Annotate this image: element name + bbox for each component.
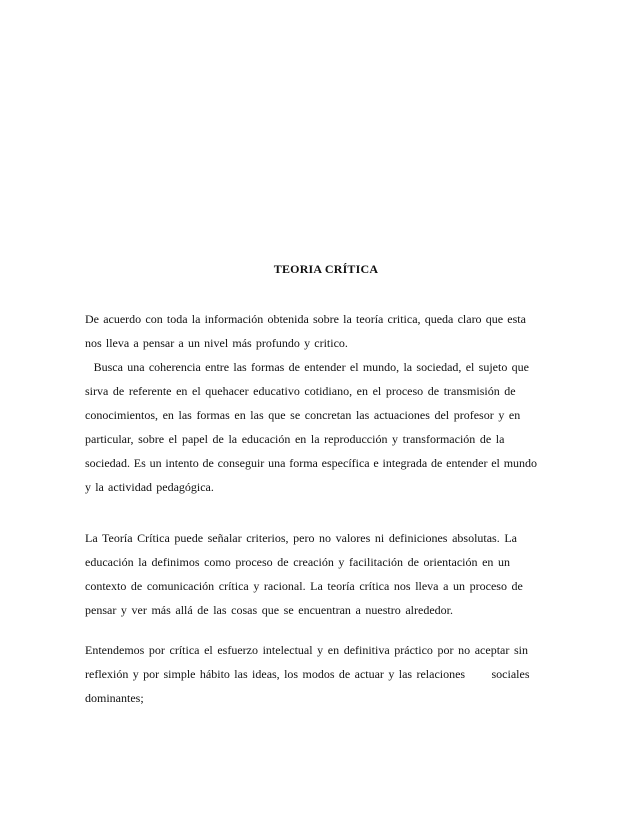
- paragraph-3-line-3: contexto de comunicación crítica y racional. La teoría crítica nos lleva a un proceso de: [85, 579, 523, 593]
- paragraph-3-line-4: pensar y ver más allá de las cosas que se encuentran a nuestro alrededor.: [85, 603, 453, 617]
- paragraph-2-line-2: sirva de referente en el quehacer educativo cotidiano, en el proceso de transmisión de: [85, 384, 516, 398]
- paragraph-2-line-6: y la actividad pedagógica.: [85, 480, 214, 494]
- document-title-text: TEORIA CRÍTICA: [273, 262, 379, 276]
- paragraph-2-line-1: Busca una coherencia entre las formas de entender el mundo, la sociedad, el sujeto que: [85, 360, 529, 374]
- paragraph-3-line-1: La Teoría Crítica puede señalar criterios, pero no valores ni definiciones absolutas. La: [85, 531, 517, 545]
- paragraph-4-line-1: Entendemos por crítica el esfuerzo intelectual y en definitiva práctico por no aceptar sin: [85, 643, 528, 657]
- paragraph-4-line-2: reflexión y por simple hábito las ideas, los modos de actuar y las relaciones sociales: [85, 667, 530, 681]
- paragraph-3-line-2: educación la definimos como proceso de creación y facilitación de orientación en un: [85, 555, 511, 569]
- paragraph-2-line-3: conocimientos, en las formas en las que se concretan las actuaciones del profesor y en: [85, 408, 521, 422]
- paragraph-2-line-4: particular, sobre el papel de la educación en la reproducción y transformación de la: [85, 432, 505, 446]
- document-title: [0, 262, 638, 277]
- paragraph-2-line-5: sociedad. Es un intento de conseguir una forma específica e integrada de entender el mundo: [85, 456, 538, 470]
- paragraph-4-line-3: dominantes;: [85, 691, 144, 705]
- paragraph-1-line-2: nos lleva a pensar a un nivel más profundo y critico.: [85, 336, 348, 350]
- paragraph-1-line-1: De acuerdo con toda la información obtenida sobre la teoría critica, queda claro que esta: [85, 312, 526, 326]
